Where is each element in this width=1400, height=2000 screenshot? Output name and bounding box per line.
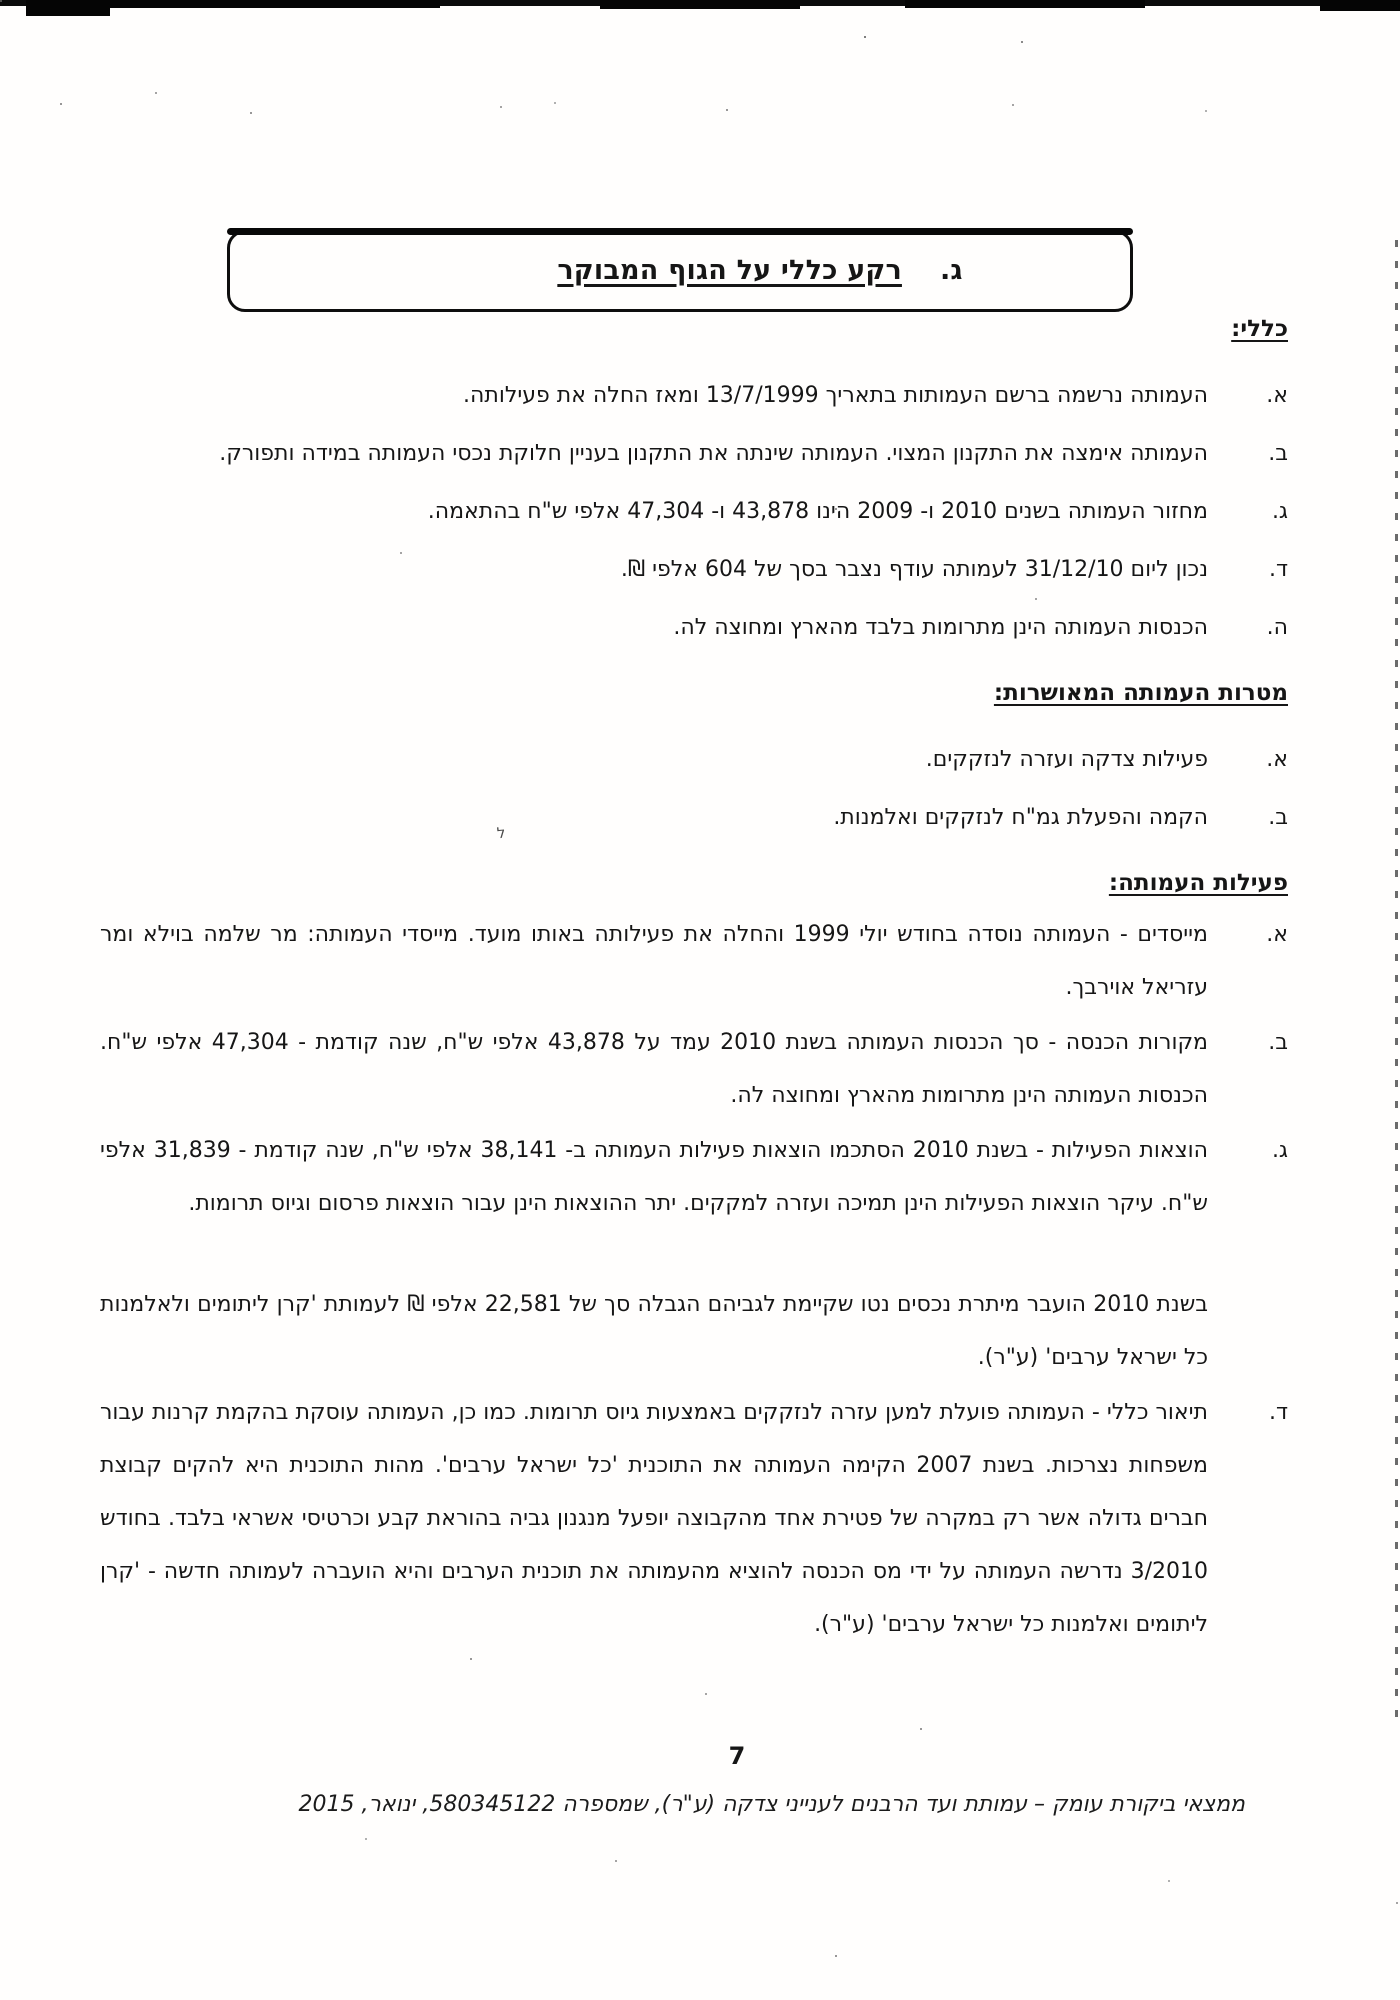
item-text: בשנת 2010 הועבר מיתרת נכסים נטו שקיימת לגביהם הגבלה סך של 22,581 אלפי ₪ לעמותת 'קרן ליתומים ולאלמנות כל ישראל ערבים' (ע"ר). xyxy=(100,1292,1208,1370)
list-item xyxy=(100,440,1288,468)
list-item xyxy=(100,1016,1288,1122)
item-letter: ב. xyxy=(1268,1030,1288,1055)
item-letter: ד. xyxy=(1268,557,1288,582)
scan-artifact-segment xyxy=(600,0,800,9)
item-text: מקורות הכנסה - סך הכנסות העמותה בשנת 2010 עמד על 43,878 אלפי ש"ח, שנה קודמת - 47,304 אלפי ש"ח. הכנסות העמותה הינן מתרומות מהארץ ומחוצה לה. xyxy=(100,1030,1208,1108)
scan-top-edge-artifact xyxy=(0,0,1400,6)
item-letter: ב. xyxy=(1268,805,1288,830)
footer-report-reference: ממצאי ביקורת עומק – עמותת ועד הרבנים לענייני צדקה (ע"ר), שמספרה 580345122, ינואר, 2015 xyxy=(298,1792,1245,1817)
item-text: פעילות צדקה ועזרה לנזקקים. xyxy=(925,747,1208,772)
item-text: הוצאות הפעילות - בשנת 2010 הסתכמו הוצאות פעילות העמותה ב- 38,141 אלפי ש"ח, שנה קודמת - 31,839 אלפי ש"ח. עיקר הוצאות הפעילות הינן תמיכה ועזרה למקקים. יתר ההוצאות הינן עבור הוצאות פרסום וגיוס תרומות. xyxy=(100,1138,1208,1216)
section-header-goals: מטרות העמותה המאושרות: xyxy=(993,680,1288,706)
item-text: תיאור כללי - העמותה פועלת למען עזרה לנזקקים באמצעות גיוס תרומות. כמו כן, העמותה עוסקת בהקמת קרנות עבור משפחות נצרכות. בשנת 2007 הקימה העמותה את התוכנית 'כל ישראל ערבים'. מהות התוכנית היא להקים קבוצת חברים גדולה אשר רק במקרה של פטירת אחד מהקבוצה יופעל מנגנון גביה בהוראת קבע וכרטיסי אשראי בלבד. בחודש 3/2010 נדרשה העמותה על ידי מס הכנסה להוציא מהעמותה את תוכנית הערבים והיא הועברה לעמותה חדשה - 'קרן ליתומים ואלמנות כל ישראל ערבים' (ע"ר). xyxy=(100,1400,1208,1637)
item-text: העמותה אימצה את התקנון המצוי. העמותה שינתה את התקנון בעניין חלוקת נכסי העמותה במידה ותפורק. xyxy=(219,441,1208,466)
chapter-title xyxy=(390,233,1130,309)
item-letter: ב. xyxy=(1268,441,1288,466)
item-letter: ג. xyxy=(1271,499,1288,524)
scan-right-edge-dashes xyxy=(1395,240,1398,1720)
scan-noise-speckles xyxy=(0,0,2,2)
item-letter: ג. xyxy=(1271,1138,1288,1163)
list-item xyxy=(100,1124,1288,1230)
item-text: מחזור העמותה בשנים 2010 ו- 2009 הינו 43,878 ו- 47,304 אלפי ש"ח בהתאמה. xyxy=(427,499,1208,524)
chapter-title-text: רקע כללי על הגוף המבוקר xyxy=(557,255,902,286)
item-text: הקמה והפעלת גמ"ח לנזקקים ואלמנות. xyxy=(833,805,1208,830)
item-letter: ד. xyxy=(1268,1400,1288,1425)
scan-artifact-segment xyxy=(905,0,1145,8)
chapter-title-box xyxy=(227,230,1133,312)
item-text: נכון ליום 31/12/10 לעמותה עודף נצבר בסך של 604 אלפי ₪. xyxy=(620,557,1208,582)
chapter-letter: ג. xyxy=(939,255,963,286)
item-text: הכנסות העמותה הינן מתרומות בלבד מהארץ ומחוצה לה. xyxy=(673,615,1208,640)
list-item xyxy=(100,498,1288,526)
item-letter: ה. xyxy=(1266,615,1288,640)
list-item xyxy=(100,556,1288,584)
list-item xyxy=(100,746,1288,774)
item-letter: א. xyxy=(1266,922,1288,947)
item-text: מייסדים - העמותה נוסדה בחודש יולי 1999 והחלה את פעילותה באותו מועד. מייסדי העמותה: מר שלמה בוילא ומר עזריאל אוירבך. xyxy=(100,922,1209,1000)
list-item xyxy=(100,1386,1288,1651)
unlabeled-paragraph xyxy=(100,1278,1288,1384)
item-letter: א. xyxy=(1266,747,1288,772)
stray-pen-mark: ל xyxy=(496,823,507,843)
list-item xyxy=(100,614,1288,642)
list-item xyxy=(100,908,1288,1014)
page-number: 7 xyxy=(728,1742,746,1770)
item-letter: א. xyxy=(1266,383,1288,408)
section-header-general: כללי: xyxy=(1231,316,1288,342)
list-item xyxy=(100,804,1288,832)
list-item xyxy=(100,382,1288,410)
item-text: העמותה נרשמה ברשם העמותות בתאריך 13/7/1999 ומאז החלה את פעילותה. xyxy=(463,383,1208,408)
scan-artifact-segment xyxy=(26,0,110,16)
scan-artifact-segment xyxy=(1320,0,1400,11)
scan-artifact-segment xyxy=(110,0,440,8)
section-header-activity: פעילות העמותה: xyxy=(1108,870,1288,896)
